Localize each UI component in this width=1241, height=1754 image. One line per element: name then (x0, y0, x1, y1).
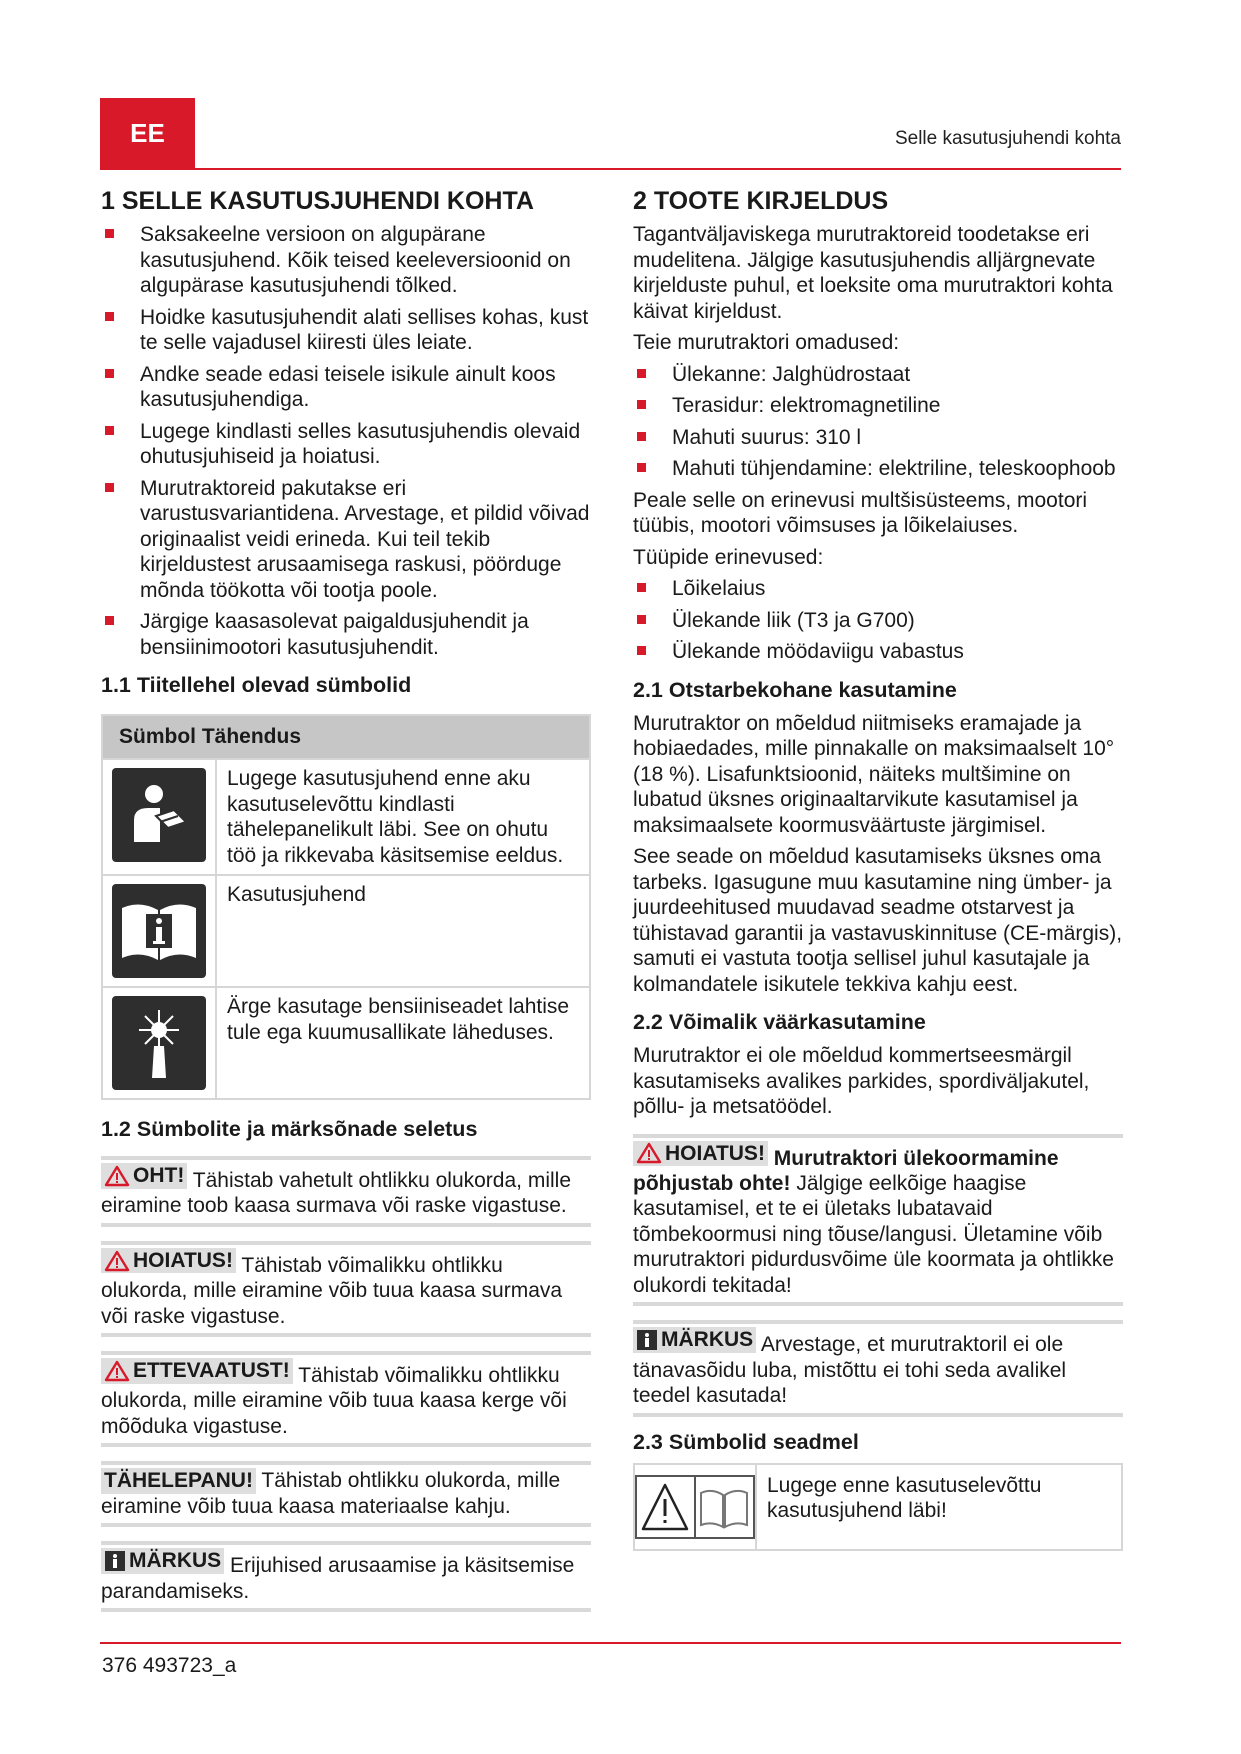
warning-text: Jälgige eelkõige haagise kasutamisel, et te ei ületaks lubatavaid tõmbekoormusi ning tõuse/langusi. Ületamine võib murutraktori pidurdusvõime üle koormata ja ohtlikke olukordi tekitada! (633, 1171, 1114, 1297)
signal-tag: OHT! (101, 1163, 187, 1189)
differences-text: Peale selle on erinevusi multšisüsteems, mootori tüübis, mootori võimsuses ja lõikelaiuses. (633, 488, 1088, 537)
product-intro: Tagantväljaviskega murutraktoreid toodetakse eri mudelitena. Jälgige kasutusjuhendis alljärgnevate kirjelduste puhul, et loeksite oma murutraktori kohta käivat kirjeldust. (633, 223, 1113, 323)
table-row (103, 986, 589, 1098)
signal-text: Tähistab vahetult ohtlikku olukorda, mille eiramine toob kaasa surmava või raske vigastuse. (101, 1168, 571, 1218)
features-list (633, 362, 1123, 482)
section-2-1-heading: 2.1 Otstarbekohane kasutamine (633, 677, 957, 702)
symbol-meaning: Ärge kasutage bensiiniseadet lahtise tule ega kuumusallikate läheduses. (227, 995, 570, 1044)
signal-note-caution (101, 1351, 591, 1447)
signal-tag: HOIATUS! (633, 1141, 768, 1167)
signal-tag: ETTEVAATUST! (101, 1358, 293, 1384)
device-symbol-box (633, 1463, 1123, 1551)
section-1-2-heading: 1.2 Sümbolite ja märksõnade seletus (101, 1117, 478, 1141)
list-item: Ülekanne: Jalghüdrostaat (633, 362, 1123, 388)
signal-note-info (101, 1541, 591, 1612)
list-item: Lugege kindlasti selles kasutusjuhendis olevaid ohutusjuhiseid ja hoiatusi. (101, 419, 591, 470)
signal-text: Tähistab võimalikku ohtlikku olukorda, mille eiramine võib tuua kaasa surmava või raske vigastuse. (101, 1253, 563, 1328)
warning-icon (104, 1165, 130, 1187)
symbol-table-header: Sümbol Tähendus (103, 716, 589, 758)
features-label: Teie murutraktori omadused: (633, 331, 900, 354)
overload-warning (633, 1134, 1123, 1307)
list-item: Terasidur: elektromagnetiline (633, 393, 1123, 419)
table-row (103, 874, 589, 986)
section-1-1-heading: 1.1 Tiitellehel olevad sümbolid (101, 673, 412, 697)
signal-tag: MÄRKUS (633, 1327, 756, 1353)
types-list (633, 576, 1123, 665)
section-2-2-heading: 2.2 Võimalik väärkasutamine (633, 1010, 926, 1034)
table-row (103, 758, 589, 874)
section-2-heading: 2 TOOTE KIRJELDUS (633, 187, 889, 215)
list-item: Murutraktoreid pakutakse eri varustusvariantidena. Arvestage, et pildid võivad originaalist veidi erineda. Kui teil tekib kirjeldustest arusaamisega raskusi, pöörduge mõnda töökotta või tootja poole. (101, 476, 591, 604)
warning-icon (104, 1360, 130, 1382)
warning-icon (636, 1142, 662, 1164)
types-label: Tüüpide erinevused: (633, 545, 824, 569)
warning-icon (104, 1250, 130, 1272)
warning-bold-text: Murutraktori ülekoormamine põhjustab ohte! (633, 1146, 1059, 1195)
signal-note-warning (101, 1241, 591, 1337)
intended-use-p2: See seade on mõeldud kasutamiseks üksnes oma tarbeks. Igasugune muu kasutamine ning ümber- ja juurdeehitused muudavad seadme otstarvest ja tühistavad garantii ja vastavuskinnituse (CE-märgis), samuti ei vastuta tootja sellisel juhul kasutajale ja kolmandatele isikutele tekkiva kahju eest. (633, 845, 1123, 996)
symbol-meaning: Lugege kasutusjuhend enne aku kasutuselevõttu kindlasti tähelepanelikult läbi. See on ohutu töö ja rikkevaba käsitsemise eeldus. (227, 767, 564, 867)
signal-text: Tähistab võimalikku ohtlikku olukorda, mille eiramine võib tuua kaasa kerge või mõõduka vigastuse. (101, 1363, 567, 1438)
symbol-table (101, 714, 591, 1100)
signal-note-notice (101, 1461, 591, 1527)
signal-text: Erijuhised arusaamise ja käsitsemise parandamiseks. (101, 1554, 575, 1603)
no-open-flame-icon (112, 996, 206, 1090)
misuse-text: Murutraktor ei ole mõeldud kommertseesmärgil kasutamiseks avalikes parkides, spordiväljakutel, põllu- ja metsatöödel. (633, 1044, 1090, 1118)
signal-tag: HOIATUS! (101, 1248, 236, 1274)
footer-rule (100, 1642, 1121, 1644)
info-icon (636, 1329, 658, 1351)
device-symbol-text: Lugege enne kasutuselevõttu kasutusjuhend läbi! (767, 1473, 1042, 1522)
symbol-meaning: Kasutusjuhend (227, 883, 366, 906)
about-manual-list (101, 222, 591, 660)
list-item: Mahuti tühjendamine: elektriline, teleskoophoob (633, 456, 1123, 482)
list-item: Lõikelaius (633, 576, 1123, 602)
list-item: Hoidke kasutusjuhendit alati sellises kohas, kust te selle vajadusel kiiresti üles leiate. (101, 305, 591, 356)
list-item: Mahuti suurus: 310 l (633, 425, 1123, 451)
section-1-heading: 1 SELLE KASUTUSJUHENDI KOHTA (101, 187, 534, 215)
list-item: Andke seade edasi teisele isikule ainult koos kasutusjuhendiga. (101, 362, 591, 413)
signal-tag: TÄHELEPANU! (101, 1468, 256, 1494)
warning-read-manual-icon (635, 1475, 755, 1539)
language-tab: EE (100, 98, 195, 168)
section-2-3-heading: 2.3 Sümbolid seadmel (633, 1429, 859, 1454)
info-icon (104, 1550, 126, 1572)
manual-book-icon (112, 884, 206, 978)
intended-use-p1: Murutraktor on mõeldud niitmiseks eramajade ja hobiaedades, mille pinnakalle on maksimaalselt 10° (18 %). Lisafunktsioonid, näiteks multšimine on lubatud üksnes originaaltarvikute kasutamisel ja maksimaalsete koormusväärtuste järgimisel. (633, 711, 1115, 837)
left-column (101, 186, 591, 1624)
list-item: Saksakeelne versioon on algupärane kasutusjuhend. Kõik teised keeleversioonid on algupärase kasutusjuhendi tõlked. (101, 222, 591, 299)
list-item: Ülekande möödaviigu vabastus (633, 639, 1123, 665)
list-item: Ülekande liik (T3 ja G700) (633, 608, 1123, 634)
signal-note-danger (101, 1156, 591, 1227)
document-number: 376 493723_a (102, 1654, 237, 1677)
running-header: Selle kasutusjuhendi kohta (894, 128, 1121, 149)
note-text: Arvestage, et murutraktoril ei ole tänavasõidu luba, mistõttu ei tohi seda avalikel teedel kasutada! (633, 1333, 1067, 1407)
signal-tag: MÄRKUS (101, 1548, 224, 1574)
road-use-note (633, 1320, 1123, 1416)
list-item: Järgige kaasasolevat paigaldusjuhendit ja bensiinimootori kasutusjuhendit. (101, 609, 591, 660)
signal-text: Tähistab ohtlikku olukorda, mille eiramine võib tuua kaasa materiaalse kahju. (101, 1469, 561, 1518)
header-rule (100, 168, 1121, 170)
right-column (633, 186, 1123, 1551)
read-manual-icon (112, 768, 206, 862)
